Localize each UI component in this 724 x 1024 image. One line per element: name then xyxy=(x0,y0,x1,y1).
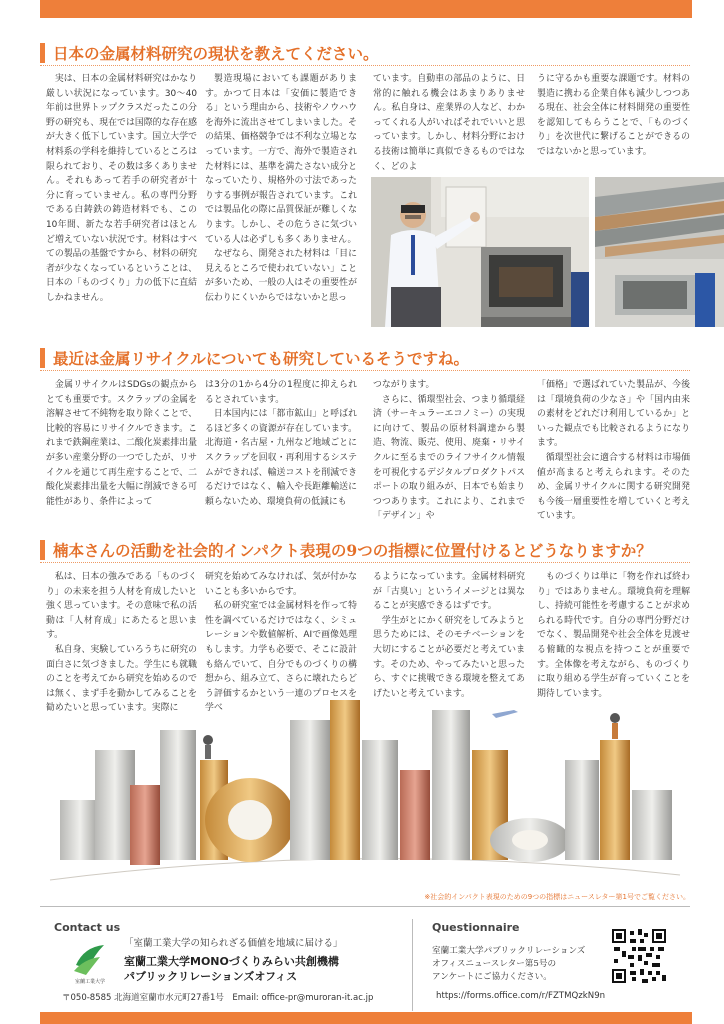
section-3-heading xyxy=(40,538,652,562)
slogan: 「室蘭工業大学の知られざる価値を地域に届ける」 xyxy=(124,938,343,949)
paragraph: ています。自動車の部品のように、日常的に触れる機会はあまりありません。私自身は、産業界の人など、わかってくれる人がいればそれでいいと思っています。しかし、材料分野における技術は簡単に真似できるものではなく、どのよ xyxy=(373,74,525,172)
paragraph: うに守るかも重要な課題です。材料の製造に携わる企業自体も減少しつつある現在、社会全体に材料開発の重要性を認知してもらうことで、「ものづくり」を次世代に繋げることができるのではないかと思っています。 xyxy=(537,74,690,157)
university-logo xyxy=(70,941,110,985)
paragraph: 私は、日本の強みである「ものづくり」の未来を担う人材を育成したいと強く思っています。その意味で私の活動は「人材育成」にあたると思います。 xyxy=(46,572,197,641)
paragraph: 製造現場においても課題があります。かつて日本は「安価に製造できる」という理由から、技術やノウハウを海外に流出させてしまいました。その結果、価格競争では不利な立場となっています。一方で、海外で製造された材料には、基準を満たさない成分となっていたり、規格外の寸法であったりする事例が報告されています。これでは製品化の際に品質保証が難しくなります。しかし、その危うさに気づいている人は必ずしも多くありません。 xyxy=(205,74,357,245)
org-line-2: パブリックリレーションズオフィス xyxy=(124,970,298,983)
paragraph: 実は、日本の金属材料研究はかなり厳しい状況になっています。30〜40年前は世界トップクラスだったこの分野の研究も、現在では国際的な存在感が大きく低下しています。国立大学で材料系の学科を維持しているところは限られており、その数は多くありません。それもあって若手の研究者が十分に育っていません。私の専門分野である白鋳鉄の鋳造材料でも、この10年間、新たな若手研究者はほとんど増えていない状況です。材料はすべての製品の基盤ですから、材料の研究者が少なくなっているということは、日本の「ものづくり」力の低下に直結しかねません。 xyxy=(46,74,197,303)
section-1-heading xyxy=(40,41,379,65)
section-2-rule xyxy=(40,370,690,371)
section-2-column-4 xyxy=(537,378,690,524)
paragraph: 学生がとにかく研究をしてみようと思うためには、そのモチベーションを大切にすることが必要だと考えています。そのため、やってみたいと思ったら、すぐに挑戦できる環境を整えてあげたいと考えています。 xyxy=(373,615,525,699)
section-2-heading xyxy=(40,346,469,370)
paragraph: 研究を始めてみなければ、気が付かないことも多いからです。 xyxy=(205,572,357,597)
section-3-column-4 xyxy=(537,570,690,701)
section-1-rule xyxy=(40,65,690,66)
logo-text: 室蘭工業大学 xyxy=(74,979,106,985)
q-line-3: アンケートにご協力ください。 xyxy=(432,972,552,982)
top-accent-bar xyxy=(40,0,692,18)
paragraph: つながります。 xyxy=(373,380,435,390)
questionnaire-text xyxy=(432,945,585,984)
questionnaire-link[interactable]: https://forms.office.com/r/FZTMQzkN9n xyxy=(436,991,606,1001)
section-1-column-1 xyxy=(46,72,197,306)
section-2-column-3 xyxy=(373,378,525,524)
section-1-title: 日本の金属材料研究の現状を教えてください。 xyxy=(53,44,379,63)
paragraph: なぜなら、開発された材料は「目に見えるところで使われていない」ことが多いため、一般の人はその重要性が伝わりにくいからではないかと思っ xyxy=(205,249,357,303)
footer-divider xyxy=(412,919,413,1011)
section-1-column-4 xyxy=(537,72,690,160)
address-email[interactable]: 〒050-8585 北海道室蘭市水元町27番1号 Email: office-pr@muroran-it.ac.jp xyxy=(62,993,374,1003)
section-2-column-2 xyxy=(205,378,357,509)
paragraph: ものづくりは単に「物を作れば終わり」ではありません。環境負荷を理解し、持続可能性を考慮することが求められる時代です。自分の専門分野だけでなく、製品開発や社会全体を見渡せる俯瞰的な視点を持つことが重要です。全体像を考えながら、ものづくりに取り組める学生が育っていくことを期待しています。 xyxy=(537,572,690,699)
footnote: ※社会的インパクト表現のための9つの指標はニュースレター第1号でご覧ください。 xyxy=(424,893,690,901)
contact-heading: Contact us xyxy=(54,921,121,934)
q-line-1: 室蘭工業大学パブリックリレーションズ xyxy=(432,946,586,956)
paragraph: 日本国内には「都市鉱山」と呼ばれるほど多くの資源が存在しています。北海道・名古屋・九州など地域ごとにスクラップを回収・再利用するシステムができれば、輸送コストを削減できるだけではなく、輸入や長距離輸送に頼らないため、環境負荷の低減にも xyxy=(205,409,357,507)
q-line-2: オフィスニュースレター第5号の xyxy=(432,959,557,969)
researcher-lab-photo xyxy=(371,177,589,327)
section-2-title: 最近は金属リサイクルについても研究しているそうですね。 xyxy=(53,349,470,368)
paragraph: 私の研究室では金属材料を作って特性を調べているだけではなく、シミュレーションや数値解析、AIで画像処理もします。力学も必要で、そこに設計も絡んでいて、自分でものづくりの構想から、組み立て、さらに壊れたらどう評価するかという一連のプロセスを学べ xyxy=(205,601,357,714)
section-3-column-3 xyxy=(373,570,525,701)
paragraph: 私自身、実験していろうちに研究の面白さに気づきました。学生にも就職のことを考えてから研究を始めるのでは無く、まず手を動かしてみることを勧めたいと思っています。実際に xyxy=(46,644,197,714)
qr-code-icon[interactable] xyxy=(610,927,668,985)
section-2-column-1 xyxy=(46,378,197,509)
paragraph: るようになっています。金属材料研究が「古臭い」というイメージとは異なることが実感できるはずです。 xyxy=(373,572,525,612)
paragraph: 循環型社会に適合する材料は市場価値が高まると考えられます。そのため、金属リサイクルに関する研究開発も今後一層重要性を増していくと考えています。 xyxy=(537,452,690,522)
heading-accent-bar xyxy=(40,43,45,63)
organization-name xyxy=(124,954,339,984)
paragraph: は3分の1から4分の1程度に抑えられるとされています。 xyxy=(205,380,357,405)
metal-parts-illustration xyxy=(40,690,690,888)
paragraph: さらに、循環型社会、つまり循環経済（サーキュラーエコノミー）の実現に向けて、製品の原材料調達から製造、物流、販売、使用、廃棄・リサイクルに至るまでのライフサイクル情報を可視化するデジタルプロダクトパスポートの取り組みが、日本でも始まりつつあります。これにより、これまで「デザイン」や xyxy=(373,394,525,522)
section-3-rule xyxy=(40,562,690,563)
bottom-accent-bar xyxy=(40,1012,692,1024)
footer xyxy=(40,906,690,1012)
heading-accent-bar xyxy=(40,348,45,368)
questionnaire-heading: Questionnaire xyxy=(432,921,520,934)
section-1-column-2 xyxy=(205,72,357,306)
paragraph: 金属リサイクルはSDGsの観点からとても重要です。スクラップの金属を溶解させて不純物を取り除くことで、比較的容易にリサイクルできます。これまで鉄鋼産業は、二酸化炭素排出量が多い産業分野の一つでしたが、リサイクルを通じて再生産することで、二酸化炭素排出量を大幅に削減できる可能性があり、条件によって xyxy=(46,380,197,507)
heading-accent-bar xyxy=(40,540,45,560)
section-3-title: 楠本さんの活動を社会的インパクト表現の9つの指標に位置付けるとどうなりますか？ xyxy=(53,541,652,560)
metal-samples-photo xyxy=(595,177,724,327)
section-1-column-3 xyxy=(373,72,525,174)
org-line-1: 室蘭工業大学MONOづくりみらい共創機構 xyxy=(124,955,339,968)
paragraph: 「価格」で選ばれていた製品が、今後は「環境負荷の少なさ」や「国内由来の素材をどれだけ利用しているか」といった観点でも比較されるようになります。 xyxy=(537,380,690,449)
